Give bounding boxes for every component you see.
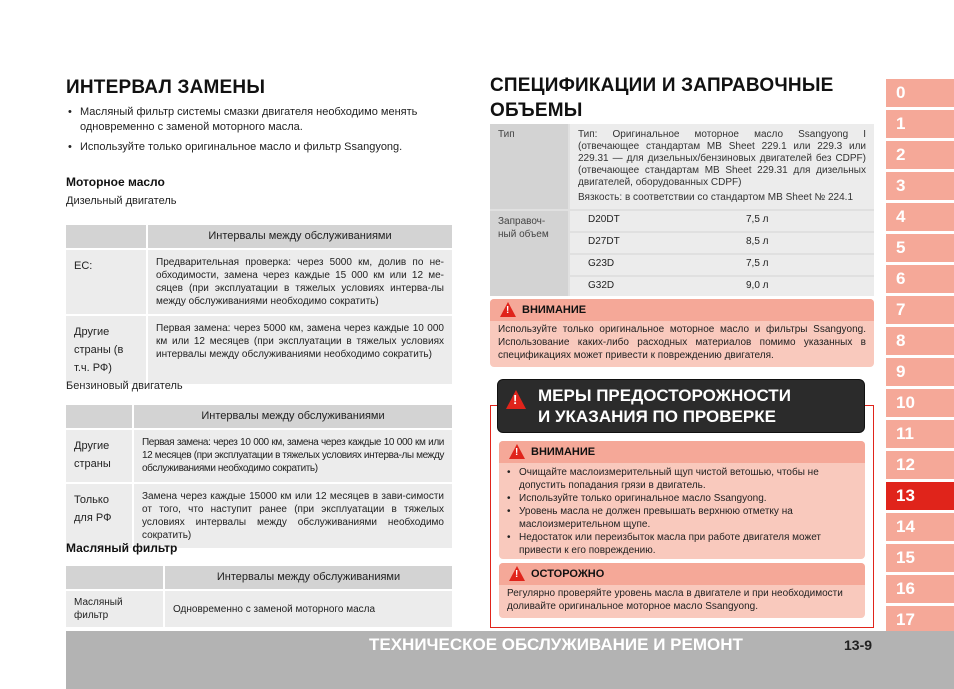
spec-volume-label: Заправоч-ный объем	[498, 216, 549, 240]
tab-6[interactable]: 6	[886, 265, 954, 293]
petrol-label: Бензиновый двигатель	[66, 380, 183, 392]
tab-10[interactable]: 10	[886, 389, 954, 417]
caution-box	[499, 563, 865, 618]
list-item: • Масляный фильтр системы смазки двигателя необходимо менять одновременно с заменой моторного масла.	[80, 105, 466, 135]
tab-11[interactable]: 11	[886, 420, 954, 448]
spec-table	[490, 124, 874, 296]
engine-volume: 9,0 л	[746, 280, 769, 291]
tab-5[interactable]: 5	[886, 234, 954, 262]
tab-3[interactable]: 3	[886, 172, 954, 200]
engine-name: D27DT	[588, 236, 620, 247]
engine-volume: 8,5 л	[746, 236, 769, 247]
table-row	[570, 211, 874, 231]
table-row	[66, 249, 452, 315]
diesel-interval-table	[66, 225, 452, 384]
page-number: 13-9	[844, 637, 873, 653]
table-cell-label: Только для РФ	[66, 483, 133, 548]
tab-16[interactable]: 16	[886, 575, 954, 603]
engine-name: D20DT	[588, 214, 620, 225]
warning-triangle-icon	[509, 566, 525, 581]
tab-15[interactable]: 15	[886, 544, 954, 572]
table-row	[570, 233, 874, 253]
warning-list	[499, 463, 865, 557]
tab-7[interactable]: 7	[886, 296, 954, 324]
spec-viscosity: Вязкость: в соответствии со стандартом MB Sheet № 224.1	[578, 192, 854, 203]
table-cell-label: Другие страны (в т.ч. РФ)	[66, 315, 147, 384]
table-cell-text: Предварительная проверка: через 5000 км, долив по не-обходимости, замена через каждые 15 000 км или 12 ме-сяцев (при эксплуатации в тяжелых условиях интерва-лы между обслуживаниями необходимо сократить)	[147, 249, 452, 315]
warning-header	[490, 299, 874, 321]
footer-title: ТЕХНИЧЕСКОЕ ОБСЛУЖИВАНИЕ И РЕМОНТ	[369, 635, 743, 654]
table-row	[570, 277, 874, 296]
engine-oil-heading: Моторное масло	[66, 175, 165, 189]
warning-triangle-icon	[500, 302, 516, 317]
tab-9[interactable]: 9	[886, 358, 954, 386]
warning-title: ВНИМАНИЕ	[522, 304, 587, 316]
engine-name: G32D	[588, 280, 615, 291]
tab-12[interactable]: 12	[886, 451, 954, 479]
tab-2[interactable]: 2	[886, 141, 954, 169]
engine-volume: 7,5 л	[746, 214, 769, 225]
precaution-title-bar: ! МЕРЫ ПРЕДОСТОРОЖНОСТИ И УКАЗАНИЯ ПО ПРОВЕРКЕ	[498, 380, 864, 432]
filter-interval-table	[66, 566, 452, 627]
caution-title: ОСТОРОЖНО	[531, 568, 605, 580]
section-title-spec-line1: СПЕЦИФИКАЦИИ И ЗАПРАВОЧНЫЕ	[490, 75, 834, 96]
precaution-title-line2: И УКАЗАНИЯ ПО ПРОВЕРКЕ	[538, 407, 776, 426]
warning-text: Используйте только оригинальное моторное масло и фильтры Ssangyong. Использование каких-либо расходных материалов помимо указанных в спецификациях может привести к повреждению двигателя.	[498, 324, 866, 361]
engine-volume: 7,5 л	[746, 258, 769, 269]
table-cell-label: Масляный фильтр	[66, 590, 164, 627]
table-cell-label: Другие страны	[66, 429, 133, 483]
spec-type-text: Тип: Оригинальное моторное масло Ssangyong I (отвечающее стандартам MB Sheet 229.1 или 229.3 или 229.31 — для дизельных/бензиновых двигателей без CDPF) (отвечающее стандартам MB Sheet 229.31 для дизельных двигателей, оборудованных CDPF)	[578, 129, 866, 188]
warning-box-oil	[490, 299, 874, 367]
tab-0[interactable]: 0	[886, 79, 954, 107]
section-title-interval: ИНТЕРВАЛ ЗАМЕНЫ	[66, 77, 266, 98]
list-item: • Уровень масла не должен превышать верхнюю отметку на маслоизмерительном щупе.	[519, 505, 815, 531]
tab-8[interactable]: 8	[886, 327, 954, 355]
table-cell-text: Одновременно с заменой моторного масла	[164, 590, 452, 627]
warning-triangle-icon	[509, 444, 525, 459]
list-item: • Используйте только оригинальное масло Ssangyong.	[519, 492, 857, 505]
petrol-interval-table	[66, 405, 452, 548]
warning-header	[499, 441, 865, 463]
list-item: • Очищайте маслоизмерительный щуп чистой ветошью, чтобы не допустить попадания грязи в двигатель.	[519, 466, 837, 492]
tab-13[interactable]: 13	[886, 482, 954, 510]
oil-filter-heading: Масляный фильтр	[66, 541, 178, 555]
table-cell-text: Первая замена: через 10 000 км, замена через каждые 10 000 км или 12 месяцев (при эксплуатации в тяжелых условиях интерва-лы между обслуживаниями необходимо сократить)	[133, 429, 452, 483]
table-cell-text: Первая замена: через 5000 км, замена через каждые 10 000 км или 12 месяцев (при эксплуатации в тяжелых условиях интервалы между обслуживаниями необходимо сократить)	[147, 315, 452, 384]
interval-bullets	[66, 105, 466, 160]
table-cell-label: ЕС:	[66, 249, 147, 315]
tab-14[interactable]: 14	[886, 513, 954, 541]
table-corner	[66, 566, 164, 590]
table-corner	[66, 225, 147, 249]
table-row	[66, 315, 452, 384]
table-header: Интервалы между обслуживаниями	[133, 405, 452, 429]
list-item: • Недостаток или переизбыток масла при работе двигателя может привести к его повреждению.	[519, 531, 849, 557]
caution-header	[499, 563, 865, 585]
section-title-spec-line2: ОБЪЕМЫ	[490, 100, 583, 121]
tab-4[interactable]: 4	[886, 203, 954, 231]
tab-17[interactable]: 17	[886, 606, 954, 634]
precaution-title-line1: МЕРЫ ПРЕДОСТОРОЖНОСТИ	[538, 386, 791, 405]
table-row	[66, 483, 452, 548]
engine-name: G23D	[588, 258, 615, 269]
spec-type-label: Тип	[498, 129, 515, 140]
tab-1[interactable]: 1	[886, 110, 954, 138]
table-row	[570, 255, 874, 275]
table-header: Интервалы между обслуживаниями	[147, 225, 452, 249]
table-row	[66, 429, 452, 483]
table-corner	[66, 405, 133, 429]
table-row	[66, 590, 452, 627]
warning-box-dipstick	[499, 441, 865, 559]
table-cell-text: Замена через каждые 15000 км или 12 месяцев в зави-симости от того, что наступит ранее (при эксплуатации в тяжелых условиях интервалы между обслуживаниями необходимо сократить)	[133, 483, 452, 548]
list-item: • Используйте только оригинальное масло и фильтр Ssangyong.	[80, 140, 466, 155]
diesel-label: Дизельный двигатель	[66, 195, 177, 207]
table-header: Интервалы между обслуживаниями	[164, 566, 452, 590]
footer-bar	[66, 631, 954, 689]
caution-text: Регулярно проверяйте уровень масла в двигателе и при необходимости доливайте оригинальное моторное масло Ssangyong.	[507, 588, 843, 612]
warning-title: ВНИМАНИЕ	[531, 446, 596, 458]
